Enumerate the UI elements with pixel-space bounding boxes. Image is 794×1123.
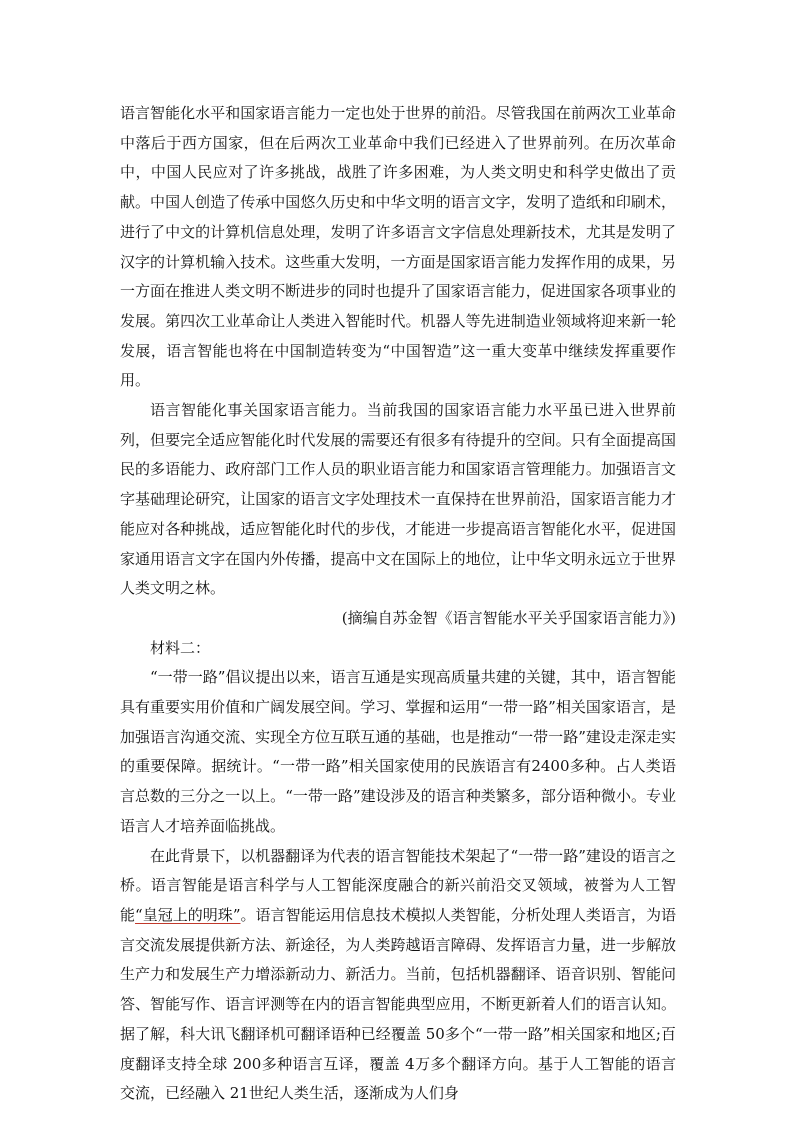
paragraph-3: “一带一路”倡议提出以来，语言互通是实现高质量共建的关键，其中，语言智能具有重要实用价值和广阔发展空间。学习、掌握和运用“一带一路”相关国家语言，是加强语言沟通交流、实现全方位互联互通的基础，也是推动“一带一路”建设走深走实的重要保障。据统计。“一带一路”相关国家使用的民族语言有2400多种。占人类语言总数的三分之一以上。“一带一路”建设涉及的语言种类繁多，部分语种微小。专业语言人才培养面临挑战。 [120,668,676,835]
source-citation: (摘编自苏金智《语言智能水平关乎国家语言能力》) [341,608,676,627]
paragraph-2: 语言智能化事关国家语言能力。当前我国的国家语言能力水平虽已进入世界前列，但要完全适应智能化时代发展的需要还有很多有待提升的空间。只有全面提高国民的多语能力、政府部门工作人员的职业语言能力和国家语言管理能力。加强语言文字基础理论研究，让国家的语言文字处理技术一直保持在世界前沿，国家语言能力才能应对各种挑战，适应智能化时代的步伐，才能进一步提高语言智能化水平，促进国家通用语言文字在国内外传播，提高中文在国际上的地位，让中华文明永远立于世界人类文明之林。 [120,401,676,598]
paragraph-1: 语言智能化水平和国家语言能力一定也处于世界的前沿。尽管我国在前两次工业革命中落后于西方国家，但在后两次工业革命中我们已经进入了世界前列。在历次革命中，中国人民应对了许多挑战，战胜了许多困难，为人类文明史和科学史做出了贡献。中国人创造了传承中国悠久历史和中华文明的语言文字，发明了造纸和印刷术，进行了中文的计算机信息处理，发明了许多语言文字信息处理新技术，尤其是发明了汉字的计算机输入技术。这些重大发明，一方面是国家语言能力发挥作用的成果，另一方面在推进人类文明不断进步的同时也提升了国家语言能力，促进国家各项事业的发展。第四次工业革命让人类进入智能时代。机器人等先进制造业领域将迎来新一轮发展，语言智能也将在中国制造转变为“中国智造”这一重大变革中继续发挥重要作用。 [120,104,676,390]
paragraph-4-part-b: 。语言智能运用信息技术模拟人类智能，分析处理人类语言，为语言交流发展提供新方法、新途径，为人类跨越语言障碍、发挥语言力量，进一步解放生产力和发展生产力增添新动力、新活力。当前，包括机器翻译、语音识别、智能问答、智能写作、语言评测等在内的语言智能典型应用，不断更新着人们的语言认知。据了解，科大讯飞翻译机可翻译语种已经覆盖 50多个“一带一路”相关国家和地区;百度翻译支持全球 200多种语言互译，覆盖 4万多个翻译方向。基于人工智能的语言交流，已经融入 21世纪人类生活，逐渐成为人们身 [120,905,676,1103]
material-2-label: 材料二： [150,638,211,657]
paragraph-4-part-a: 在此背景下，以机器翻译为代表的语言智能技术架起了“一带一路”建设的语言之桥。语言智能是语言科学与人工智能深度融合的新兴前沿交叉领域，被誉为人工智能 [120,846,676,924]
paragraph-4 [120,842,676,1109]
document-page [120,99,676,1109]
underlined-phrase: “皇冠上的明珠” [135,905,241,924]
